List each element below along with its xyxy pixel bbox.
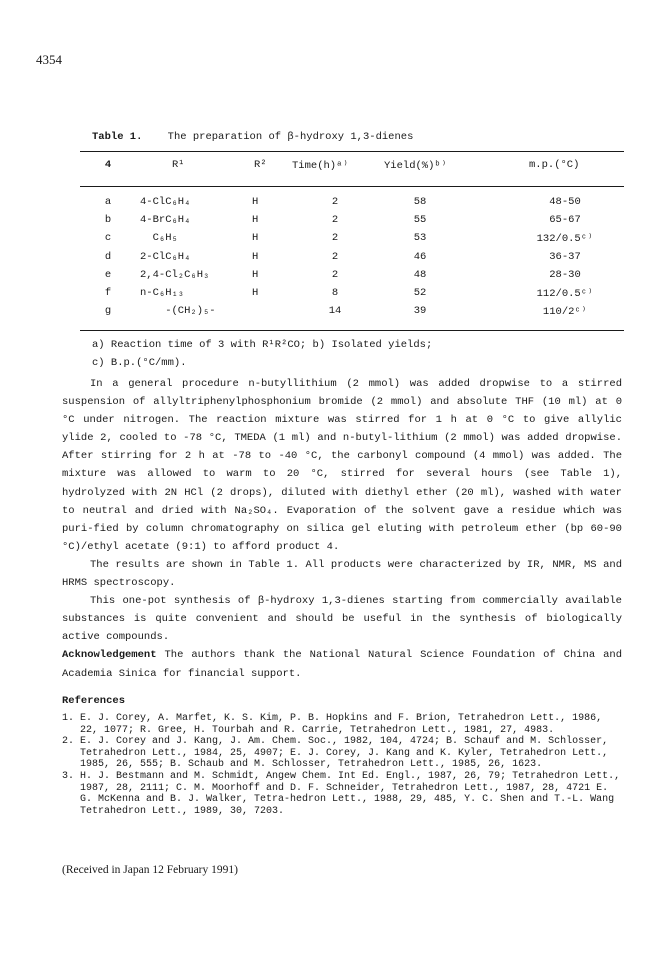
cell-yield: 52 [413, 286, 427, 299]
cell-r2: H [252, 250, 259, 263]
cell-mp: 110/2ᶜ⁾ [542, 306, 588, 319]
cell-mp: 65-67 [549, 214, 581, 227]
reference-number: 1. [62, 713, 75, 724]
body-text [62, 375, 622, 683]
table-label: Table 1. [92, 131, 143, 143]
cell-compound: a [104, 196, 112, 208]
cell-r1: C₆H₅ [140, 232, 178, 245]
reference-number: 3. [62, 770, 75, 782]
cell-mp: 28-30 [549, 268, 581, 281]
reference-text: H. J. Bestmann and M. Schmidt, Angew Chem. Int Ed. Engl., 1987, 26, 79; Tetrahedron Lett., 1987, 28, 2111; C. M. Moorhoff and D. F. Schneider, Tetrahedron Lett., 1987, 28, 4721 E. G. McKenna and B. J. Walker, Tetra-hedron Lett., 1988, 29, 485, Y. C. Shen and T.-L. Wang Tetrahedron Lett., 1989, 30, 7203. [80, 770, 621, 817]
cell-mp: 112/0.5ᶜ⁾ [536, 287, 594, 300]
cell-yield: 46 [413, 250, 427, 263]
table-bottom-rule [80, 330, 624, 331]
conclusion-paragraph: This one-pot synthesis of β-hydroxy 1,3-dienes starting from commercially available substances is quite convenient and should be useful in the synthesis of biologically active compounds. [62, 595, 622, 644]
cell-time: 2 [331, 250, 339, 263]
reference-list [62, 713, 624, 817]
cell-r2: H [252, 214, 259, 227]
table-row [0, 214, 672, 232]
table-row [0, 251, 672, 269]
cell-compound: f [104, 286, 112, 299]
cell-time: 2 [331, 214, 339, 227]
cell-r1: n-C₆H₁₃ [140, 286, 185, 299]
cell-r1: -(CH₂)₅- [140, 305, 216, 318]
cell-r1: 2,4-Cl₂C₆H₃ [140, 268, 210, 281]
cell-yield: 58 [413, 196, 427, 208]
results-paragraph: The results are shown in Table 1. All products were characterized by IR, NMR, MS and HRMS spectroscopy. [62, 558, 622, 590]
cell-mp: 48-50 [549, 196, 581, 208]
procedure-paragraph: In a general procedure n-butyllithium (2 mmol) was added dropwise to a stirred suspension of allyltriphenylphosphonium bromide (2 mmol) and absolute THF (10 ml) at 0 °C under nitrogen. The reaction mixture was stirred for 1 h at 0 °C to give allylic ylide 2, cooled to -78 °C, TMEDA (1 ml) and n-butyl-lithium (2 mmol) was added dropwise. After stirring for 2 h at -78 to -40 °C, the carbonyl compound (4 mmol) was added. The mixture was allowed to warm to 20 °C, stirred for several hours (see Table 1), hydrolyzed with 2N HCl (2 drops), diluted with diethyl ether (20 ml), washed with water to neutral and dried with Na₂SO₄. Evaporation of the solvent gave a residue which was puri-fied by column chromatography on silica gel eluting with petroleum ether (bp 60-90 °C)/ethyl acetate (9:1) to afford product 4. [62, 378, 622, 553]
table-row [0, 196, 672, 214]
header-r1: R¹ [172, 159, 185, 171]
reference-text: E. J. Corey and J. Kang, J. Am. Chem. Soc., 1982, 104, 4724; B. Schauf and M. Schlosser, Tetrahedron Lett., 1984, 25, 4907; E. J. Corey, J. Kang and K. Kyler, Tetrahedron Lett., 1985, 26, 555; B. Schaub and M. Schlosser, Tetrahedron Lett., 1985, 26, 1623. [80, 736, 609, 771]
cell-time: 8 [331, 286, 339, 299]
cell-time: 2 [331, 196, 339, 208]
cell-mp: 36-37 [549, 250, 581, 263]
table-top-rule [80, 151, 624, 152]
header-mp: m.p.(°C) [529, 159, 580, 171]
cell-yield: 55 [413, 214, 427, 227]
acknowledgement-paragraph [62, 646, 622, 682]
header-compound: 4 [104, 159, 112, 171]
table-header-rule [80, 186, 624, 187]
cell-r1: 4-BrC₆H₄ [140, 214, 191, 227]
received-date: (Received in Japan 12 February 1991) [62, 864, 238, 876]
cell-compound: d [104, 250, 112, 263]
reference-item [62, 771, 624, 817]
table-footnote-a-b: a) Reaction time of 3 with R¹R²CO; b) Isolated yields; [92, 339, 433, 351]
cell-time: 2 [331, 268, 339, 281]
cell-compound: b [104, 214, 112, 227]
header-yield: Yield(%)ᵇ⁾ [384, 160, 448, 172]
reference-item [62, 713, 624, 736]
table-row [0, 287, 672, 305]
table-caption [92, 131, 413, 143]
table-row [0, 305, 672, 323]
cell-compound: c [104, 232, 112, 245]
cell-r2: H [252, 232, 259, 245]
cell-compound: e [104, 268, 112, 281]
acknowledgement-label: Acknowledgement [62, 649, 157, 662]
cell-yield: 53 [413, 232, 427, 245]
references-heading: References [62, 695, 126, 707]
cell-yield: 48 [413, 268, 427, 281]
header-r2: R² [254, 159, 267, 171]
cell-r2: H [252, 196, 259, 208]
cell-time: 2 [331, 232, 339, 245]
cell-r2: H [252, 268, 259, 281]
reference-number: 2. [62, 736, 75, 748]
cell-mp: 132/0.5ᶜ⁾ [536, 233, 594, 246]
reference-text: E. J. Corey, A. Marfet, K. S. Kim, P. B. Hopkins and F. Brion, Tetrahedron Lett., 1986, 22, 1077; R. Gree, H. Tourbah and R. Carrie, Tetrahedron Lett., 1981, 27, 4983. [80, 713, 603, 736]
table-title: The preparation of β-hydroxy 1,3-dienes [167, 131, 414, 143]
acknowledgement-text: The authors thank the National Natural Science Foundation of China and Academia Sinica for financial support. [62, 649, 622, 680]
cell-r2: H [252, 286, 259, 299]
header-time: Time(h)ᵃ⁾ [292, 160, 349, 172]
cell-compound: g [104, 305, 112, 318]
page-number: 4354 [36, 52, 62, 67]
table-row [0, 232, 672, 250]
cell-r1: 4-ClC₆H₄ [140, 196, 191, 208]
table-footnote-c: c) B.p.(°C/mm). [92, 357, 187, 369]
table-body [0, 196, 672, 323]
table-row [0, 269, 672, 287]
table-header [0, 159, 672, 181]
cell-r1: 2-ClC₆H₄ [140, 250, 191, 263]
cell-yield: 39 [413, 305, 427, 318]
reference-item [62, 736, 624, 771]
cell-time: 14 [328, 305, 342, 318]
